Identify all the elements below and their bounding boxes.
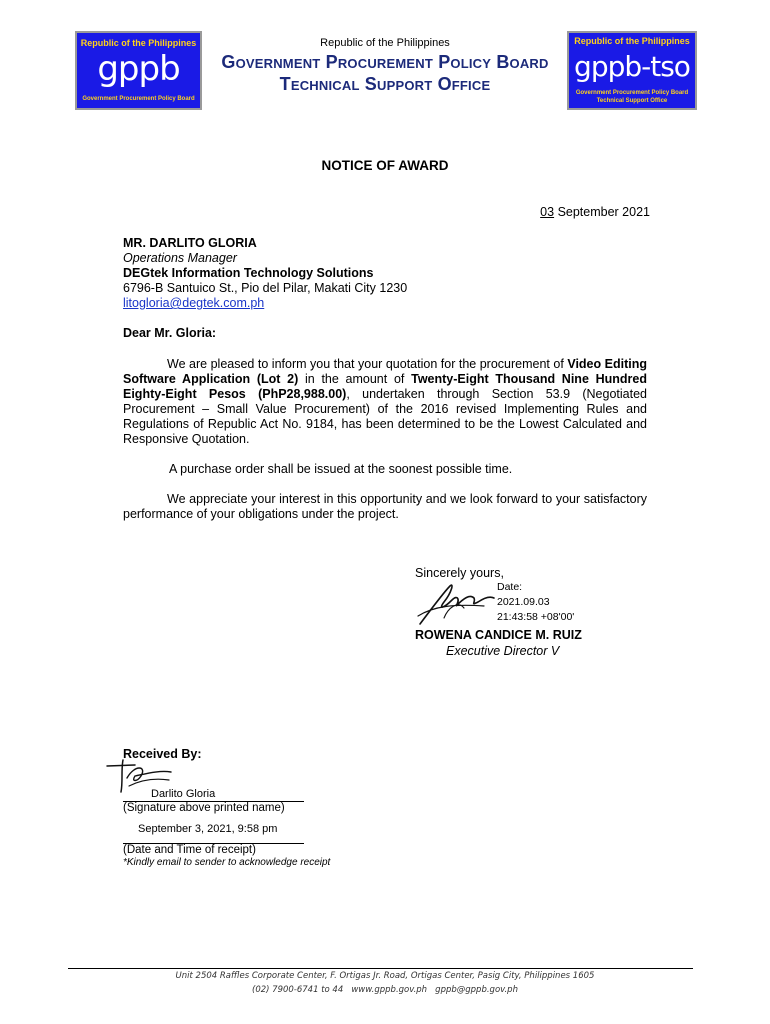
addressee-email-link[interactable]: litogloria@degtek.com.ph [123, 296, 265, 310]
document-title: NOTICE OF AWARD [321, 158, 449, 173]
logo-bottom-text: Government Procurement Policy Board [82, 96, 195, 102]
header-line1 [205, 52, 565, 73]
footer-contacts: (02) 7900-6741 to 44 www.gppb.gov.ph gppb@gppb.gov.ph [252, 985, 518, 995]
p1-text-a: We are pleased to inform you that your quotation for the procurement of [167, 357, 568, 371]
p1-procurement-item: Video Editing Software Application (Lot 2) [123, 357, 647, 386]
signatory-name: ROWENA CANDICE M. RUIZ [415, 628, 582, 642]
acknowledge-note: *Kindly email to sender to acknowledge receipt [123, 857, 331, 868]
p1-text-c: in the amount of [298, 372, 412, 386]
signatory-title: Executive Director V [446, 644, 560, 658]
logo-top-text: Republic of the Philippines [574, 36, 690, 46]
logo-bottom-text-2: Technical Support Office [596, 98, 668, 104]
addressee-name: MR. DARLITO GLORIA [123, 236, 257, 250]
p1-text-e: , undertaken through Section 53.9 (Negotiated Procurement – Small Value Procurement) of the 2016 revised Implementing Rules and Regulations of Republic Act No. 9184, has been determined to be the Lowest Calculated and Responsive Quotation. [123, 387, 647, 446]
header-republic: Republic of the Philippines [320, 37, 450, 49]
director-signature [414, 578, 499, 628]
body-paragraph-2: A purchase order shall be issued at the soonest possible time. [169, 462, 513, 476]
digital-signature-time: 21:43:58 +08'00' [497, 611, 575, 623]
receipt-datetime: September 3, 2021, 9:58 pm [138, 823, 278, 835]
p1-amount: Twenty-Eight Thousand Nine Hundred Eighty-Eight Pesos (PhP28,988.00) [123, 372, 648, 401]
digital-signature-info [497, 580, 574, 625]
closing: Sincerely yours, [415, 566, 504, 580]
header-line2-text: Technical Support Office [279, 74, 491, 94]
received-label: Received By: [123, 747, 202, 761]
gppb-tso-logo [567, 31, 697, 110]
addressee-company: DEGtek Information Technology Solutions [123, 266, 374, 280]
recipient-printed-name: Darlito Gloria [151, 788, 216, 800]
logo-bottom-text: Government Procurement Policy Board [575, 90, 689, 96]
digital-signature-label: Date: [497, 581, 523, 593]
body-paragraph-3: We appreciate your interest in this opportunity and we look forward to your satisfactory performance of your obligations under the project. [123, 492, 647, 521]
addressee-position: Operations Manager [123, 251, 237, 265]
logo-top-text: Republic of the Philippines [80, 38, 197, 48]
date-day: 03 [540, 205, 555, 219]
gppb-logo [75, 31, 202, 110]
datetime-caption: (Date and Time of receipt) [123, 844, 256, 856]
salutation: Dear Mr. Gloria: [123, 326, 217, 340]
header-line2 [205, 74, 565, 95]
footer-rule [68, 968, 693, 969]
signature-caption: (Signature above printed name) [123, 802, 285, 814]
addressee-address: 6796-B Santuico St., Pio del Pilar, Makati City 1230 [123, 281, 408, 295]
body-paragraph-1 [123, 357, 647, 447]
digital-signature-date: 2021.09.03 [497, 596, 550, 608]
date-rest: September 2021 [557, 205, 650, 219]
footer-address: Unit 2504 Raffles Corporate Center, F. Ortigas Jr. Road, Ortigas Center, Pasig City, Philippines 1605 [175, 971, 595, 981]
header-line1-text: Government Procurement Policy Board [221, 52, 549, 72]
logo-mark: gppb-tso [574, 50, 690, 83]
letter-date [520, 205, 650, 220]
logo-mark: gppb [97, 49, 180, 89]
